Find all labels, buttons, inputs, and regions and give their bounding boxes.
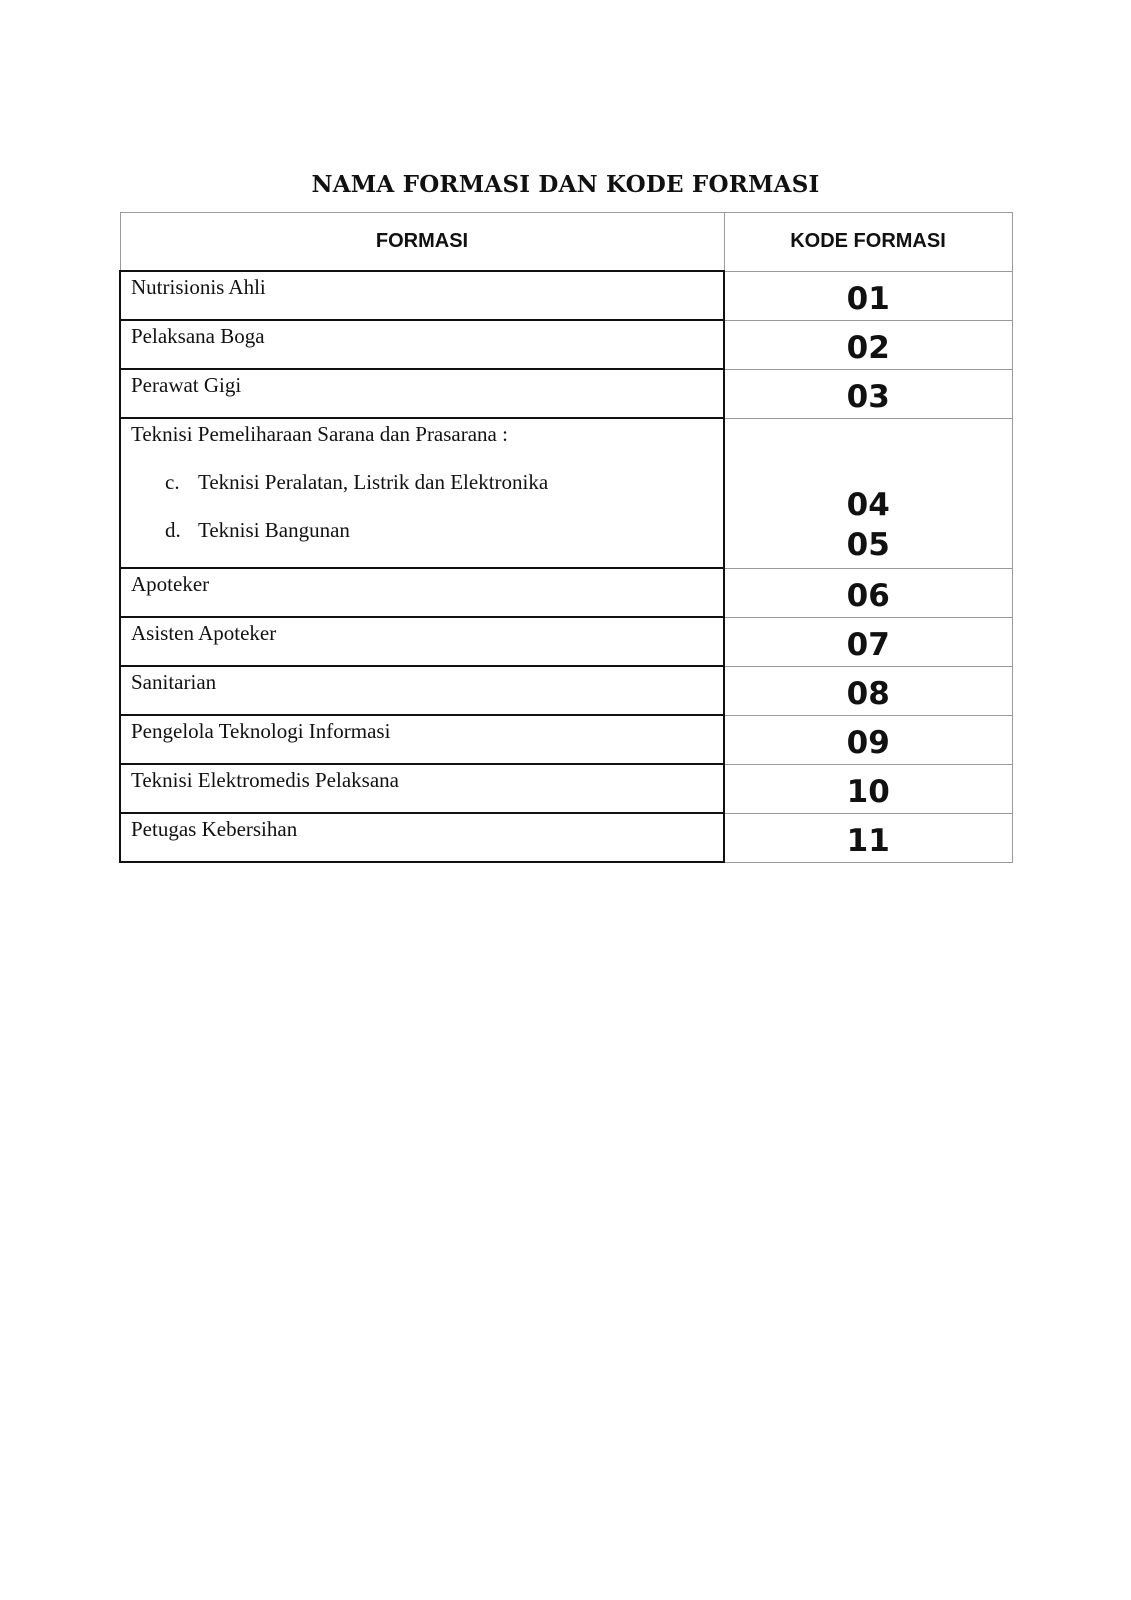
- table-row: [120, 813, 1012, 862]
- formasi-group-name: Teknisi Pemeliharaan Sarana dan Prasarana :: [131, 422, 508, 446]
- table-row-teknisi-group: [120, 418, 1012, 568]
- formasi-code: 08: [724, 666, 1012, 715]
- table-row: [120, 715, 1012, 764]
- formasi-code: 02: [724, 320, 1012, 369]
- formasi-name: Teknisi Elektromedis Pelaksana: [120, 764, 724, 813]
- table-row: [120, 617, 1012, 666]
- formasi-code: 11: [724, 813, 1012, 862]
- formasi-code: 05: [846, 526, 890, 563]
- list-marker: c.: [165, 470, 180, 494]
- page-title: NAMA FORMASI DAN KODE FORMASI: [311, 171, 820, 199]
- formasi-table: [119, 212, 1013, 863]
- formasi-sub-name: Teknisi Bangunan: [198, 518, 350, 542]
- formasi-code: 07: [724, 617, 1012, 666]
- formasi-name: Pelaksana Boga: [120, 320, 724, 369]
- formasi-code: 06: [724, 568, 1012, 617]
- formasi-group-cell: [120, 418, 724, 568]
- formasi-name: Sanitarian: [120, 666, 724, 715]
- table-row: [120, 320, 1012, 369]
- formasi-sub-name: Teknisi Peralatan, Listrik dan Elektronika: [198, 470, 549, 494]
- formasi-code: 03: [724, 369, 1012, 418]
- list-marker: d.: [165, 518, 181, 542]
- formasi-code: 04: [846, 486, 890, 523]
- formasi-name: Nutrisionis Ahli: [120, 271, 724, 320]
- formasi-name: Asisten Apoteker: [120, 617, 724, 666]
- table-row: [120, 369, 1012, 418]
- formasi-code: 10: [724, 764, 1012, 813]
- formasi-code-group: [724, 418, 1012, 568]
- table-row: [120, 568, 1012, 617]
- formasi-name: Perawat Gigi: [120, 369, 724, 418]
- table-row: [120, 666, 1012, 715]
- table-header-row: [120, 213, 1012, 272]
- column-header-formasi: FORMASI: [120, 213, 724, 272]
- formasi-code: 01: [724, 271, 1012, 320]
- formasi-sub-list: [131, 470, 723, 566]
- column-header-kode-formasi: KODE FORMASI: [724, 213, 1012, 272]
- list-item: [131, 470, 723, 518]
- formasi-code: 09: [724, 715, 1012, 764]
- formasi-name: Pengelola Teknologi Informasi: [120, 715, 724, 764]
- list-item: [131, 518, 723, 566]
- table-row: [120, 271, 1012, 320]
- formasi-name: Apoteker: [120, 568, 724, 617]
- table-row: [120, 764, 1012, 813]
- formasi-name: Petugas Kebersihan: [120, 813, 724, 862]
